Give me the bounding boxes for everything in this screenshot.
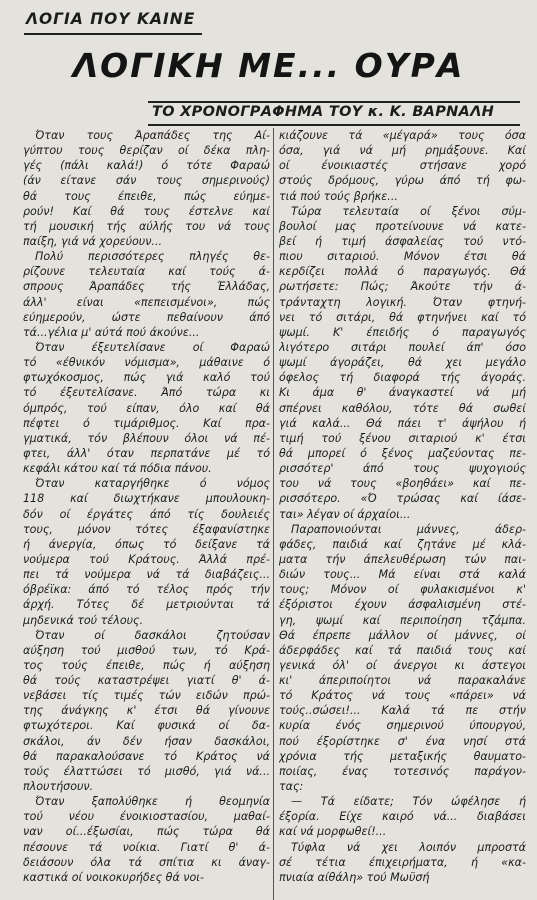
text-line: Παραπονιούνται μάννες, άδερ- xyxy=(291,522,526,536)
text-line: Τώρα τελευταία οί ξένοι σύμ- xyxy=(291,204,526,218)
text-line: τράνταχτη λογική. Όταν φτηνή- xyxy=(279,295,526,309)
text-line: δειάσουν όλα τά σπίτια κι άναγ- xyxy=(23,855,270,869)
text-line: όμπρός, τού είπαν, όλο καί θά xyxy=(23,401,270,415)
text-line: ποιίας, ένας τοτεσινός παράγον- xyxy=(279,764,526,778)
text-line: άλλ' είναι «πεπεισμένοι», πώς xyxy=(23,295,270,309)
text-line: τας: xyxy=(279,780,304,794)
text-line: πιου σιταριού. Μόνον έτσι θά xyxy=(279,250,526,264)
text-line: άδερφάδες καί τά παιδιά τους καί xyxy=(279,643,526,657)
text-line: πέφτει ό τιμάριθμος. Καί πρα- xyxy=(23,416,270,430)
text-line: χρόνια τής μεταξικής θαυματο- xyxy=(279,749,526,763)
text-line: γές (πάλι καλά!) ό τότε Φαραώ xyxy=(23,159,270,173)
text-line: νούμερα τού Κράτους. Άλλά πρέ- xyxy=(23,552,270,566)
text-line: φτωχότεροι. Καί φυσικά οί δα- xyxy=(23,719,270,733)
text-line: ματα τήν άπελευθέρωση τών παι- xyxy=(279,552,526,566)
text-line: όβρέϊκα: άπό τό τέλος πρός τήν xyxy=(23,583,270,597)
text-line: αύξηση τού μισθού των, τό Κρά- xyxy=(23,643,270,657)
text-line: γενικά όλ' οί άνεργοι κι άστεγοι xyxy=(279,658,526,672)
text-line: πει τά νούμερα νά τά διαβάζεις... xyxy=(23,568,270,582)
text-line: (άν είτανε σάν τους σημερινούς) xyxy=(23,174,270,188)
text-line: θά παρακαλούσανε τό Κράτος νά xyxy=(23,749,270,763)
text-line: κιάζουνε τά «μέγαρά» τους όσα xyxy=(279,129,526,142)
text-line: του νά τους «βοηθάει» καί πε- xyxy=(279,477,526,491)
text-line: τους; Μόνον οί φυλακισμένοι κ' xyxy=(279,583,526,597)
text-line: βεί ή τιμή άσφαλείας τού ντό- xyxy=(279,234,526,248)
text-line: ρούν! Καί θά τους έστελνε καί xyxy=(23,204,270,218)
text-line: τος τούς έπειθε, πώς ή αύξηση xyxy=(23,658,270,672)
text-line: ρισσότερ' άπό τους ψυχογιούς xyxy=(279,462,526,476)
text-line: ψωμί άγοράζει, θά χει μεγάλο xyxy=(279,356,526,370)
text-line: Θά έπρεπε μάλλον οί μάννες, οί xyxy=(279,628,526,642)
text-line: τό έξευτελίσανε. Άπό τώρα κι xyxy=(23,386,270,400)
text-line: τους, μόνον τότες έξαφανίστηκε xyxy=(23,522,270,536)
text-line: Όταν ξαπολύθηκε ή θεομηνία xyxy=(35,795,270,809)
text-line: ται» λέγαν οί άρχαίοι... xyxy=(279,507,411,521)
text-line: τιά πού τούς βρήκε... xyxy=(279,189,398,203)
text-line: Όταν οί δασκάλοι ζητούσαν xyxy=(35,628,270,642)
text-line: νει τό σιτάρι, θά φτηνήνει καί τό xyxy=(279,310,526,324)
text-line: τούς..σώσει!... Καλά τά πε στήν xyxy=(279,704,526,718)
text-line: κεφάλι κάτου καί τά πόδια πάνου. xyxy=(23,462,212,476)
text-line: έξορία. Είχε καιρό νά... διαβάσει xyxy=(279,810,526,824)
text-line: 118 καί διωχτήκανε μπουλουκη- xyxy=(23,492,270,506)
text-line: ναν οί...έξωσίαι, πώς τώρα θά xyxy=(23,825,270,839)
text-line: νεβάσει τίς τιμές τών ειδών πρώ- xyxy=(23,689,270,703)
text-line: ή άνεργία, όπως τό δείξανε τά xyxy=(23,537,270,551)
text-line: τό Κράτος νά τους «πάρει» νά xyxy=(279,689,526,703)
column-divider xyxy=(273,128,274,900)
text-line: Όταν τους Άραπάδες της Αί- xyxy=(35,129,270,142)
text-line: Τύφλα νά χει λοιπόν μπροστά xyxy=(291,840,526,854)
text-line: πού έξορίστηκε σ' ένα νησί στά xyxy=(279,734,526,748)
text-line: γη, ψωμί καί περιποίηση τζάμπα. xyxy=(279,613,526,627)
text-line: πλουτήσουν. xyxy=(23,780,94,794)
text-line: Όταν καταργήθηκε ό νόμος xyxy=(35,477,270,491)
text-line: έξόριστοι έχουν άσφαλισμένη στέ- xyxy=(279,598,526,612)
text-line: σπέρνει καθόλου, τότε θά σωθεί xyxy=(279,401,526,415)
text-line: δόν οί έργάτες άπό τίς δουλειές xyxy=(23,507,270,521)
text-line: θά τούς καταστρέψει γιατί θ' ά- xyxy=(23,674,270,688)
article-column-left xyxy=(23,128,270,885)
text-line: τιμή τού ξένου σιταριού κ' έτσι xyxy=(279,431,526,445)
text-line: τούς έλαττώσει τό μισθό, γιά νά... xyxy=(23,764,270,778)
text-line: όσα, γιά νά μή ρημάξουνε. Καί xyxy=(279,144,526,158)
text-line: παίξη, γιά νά χορεύουν... xyxy=(23,234,163,248)
text-line: Όταν έξευτελίσανε οί Φαραώ xyxy=(35,340,270,354)
text-line: σπρους Άραπάδες τής Έλλάδας, xyxy=(23,280,270,294)
text-line: της άνάγκης κ' έτσι θά γίνουνε xyxy=(23,704,270,718)
text-line: καί νά μορφωθεί!... xyxy=(279,825,387,839)
text-line: γιά καλά... Θά πάει τ' άψήλου ή xyxy=(279,416,526,430)
byline-rule-top xyxy=(148,101,520,103)
text-line: κι' άπεριποίητοι νά παρακαλάνε xyxy=(279,674,526,688)
text-line: εύημερούν, ώστε πεθαίνουν άπό xyxy=(23,310,270,324)
text-line: διών τους... Μά είναι στά καλά xyxy=(279,568,526,582)
text-line: γύπτου τους θερίζαν οί δέκα πλη- xyxy=(23,144,270,158)
article-column-right xyxy=(279,128,526,885)
text-line: καστικά οί νοικοκυρήδες θά νοι- xyxy=(23,870,205,884)
kicker-underline xyxy=(24,33,202,35)
text-line: γματικά, τόν βλέπουν όλοι νά πέ- xyxy=(23,431,270,445)
text-line: στούς δρόμους, γύρω άπό τή φω- xyxy=(279,174,526,188)
text-line: πέσουνε τά νοίκια. Γιατί θ' ά- xyxy=(23,840,270,854)
text-line: φτωχόκοσμος, πώς γιά καλό τού xyxy=(23,371,270,385)
text-line: τά...γέλια μ' αύτά πού άκούνε... xyxy=(23,325,200,339)
text-line: μηδενικά τού τέλους. xyxy=(23,613,144,627)
text-line: φάδες, παιδιά καί ζητάνε μέ κλά- xyxy=(279,537,526,551)
text-line: σκάλοι, άν δέν ήσαν δασκάλοι, xyxy=(23,734,270,748)
text-line: τή μουσική τής αύλής του νά τους xyxy=(23,219,270,233)
text-line: θά μπορεί ό ξένος μαζεύοντας πε- xyxy=(279,446,526,460)
headline: ΛΟΓΙΚΗ ΜΕ... ΟΥΡΑ xyxy=(72,46,465,85)
text-line: θά τους έπειθε, πώς εύημε- xyxy=(23,189,270,203)
text-line: Κι άμα θ' άναγκαστεί νά μή xyxy=(279,386,526,400)
text-line: φτει, άλλ' όταν περπατάνε μέ τό xyxy=(23,446,270,460)
text-line: κερδίζει πολλά ό παραγωγός. Θά xyxy=(279,265,526,279)
text-line: ρίζουνε τελευταία καί τούς ά- xyxy=(23,265,270,279)
text-line: ρωτήσετε: Πώς; Άκούτε τήν ά- xyxy=(279,280,526,294)
byline: ΤΟ ΧΡΟΝΟΓΡΑΦΗΜΑ ΤΟΥ κ. Κ. ΒΑΡΝΑΛΗ xyxy=(152,104,495,120)
text-line: ρισσότερο. «Ό τρώσας καί ίάσε- xyxy=(279,492,526,506)
text-line: — Τά είδατε; Τόν ώφέλησε ή xyxy=(291,795,526,809)
section-kicker: ΛΟΓΙΑ ΠΟΥ ΚΑΙΝΕ xyxy=(26,9,196,29)
text-line: Πολύ περισσότερες πληγές θε- xyxy=(35,250,270,264)
text-line: τό «έθνικόν νόμισμα», μάθαινε ό xyxy=(23,356,270,370)
byline-rule xyxy=(148,124,520,126)
text-line: όφελος τή διαφορά τής άγοράς. xyxy=(279,371,526,385)
text-line: λιγότερο σιτάρι πουλεί άπ' όσο xyxy=(279,340,526,354)
text-line: οί ένοικιαστές στήσανε χορό xyxy=(279,159,526,173)
text-line: τού νέου ένοικιοστασίου, μαθαί- xyxy=(23,810,270,824)
text-line: πνιαία αίθάλη» τού Μωϋσή xyxy=(279,870,430,884)
text-line: κυρία ένός σημερινού ύπουργού, xyxy=(279,719,526,733)
text-line: άρχή. Τότες δέ μετριούνται τά xyxy=(23,598,270,612)
text-line: σέ τέτια έπιχειρήματα, ή «κα- xyxy=(279,855,526,869)
text-line: βουλοί μας προτείνουνε νά κατε- xyxy=(279,219,526,233)
text-line: ψωμί. Κ' έπειδής ό παραγωγός xyxy=(279,325,526,339)
